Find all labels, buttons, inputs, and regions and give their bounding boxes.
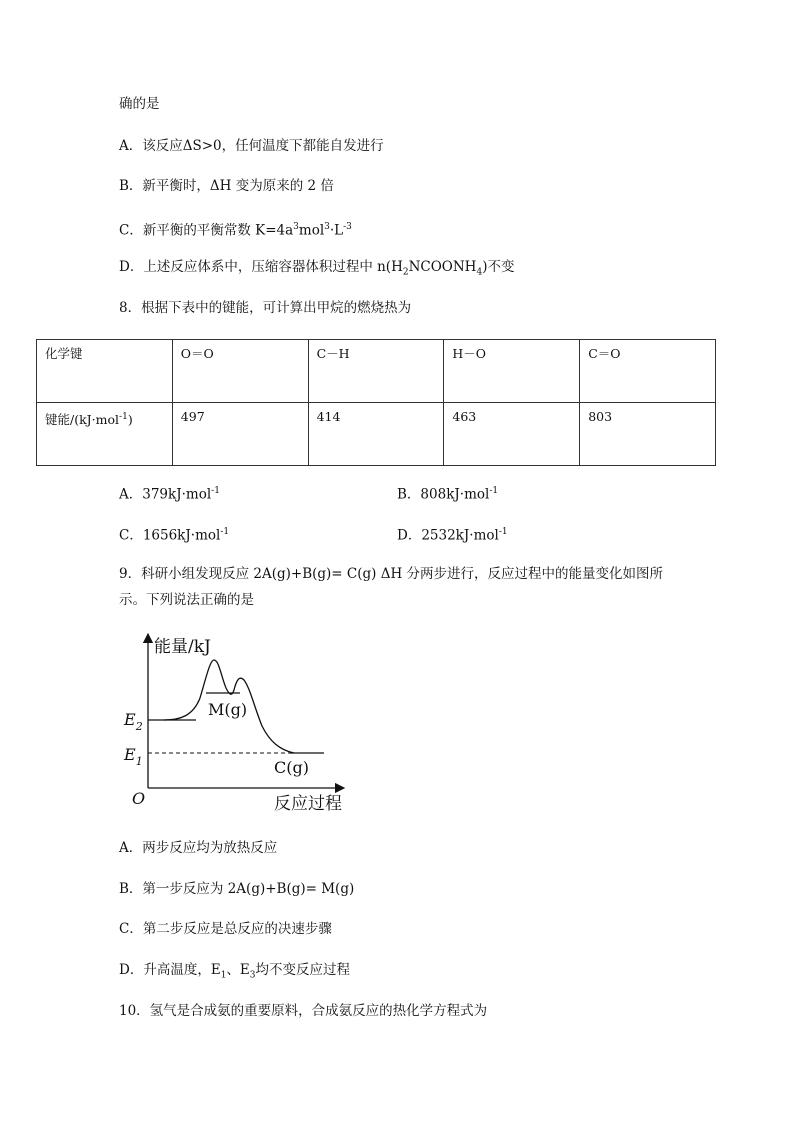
- e2-label: $E_2$: [124, 710, 143, 733]
- energy-diagram: [118, 628, 378, 823]
- table-cell: C＝O: [580, 340, 716, 403]
- x-axis-label: 反应过程: [274, 794, 342, 814]
- q9-stem-line1: 9．科研小组发现反应 2A(g)+B(g)= C(g) ΔH 分两步进行，反应过程中的能量变化如图所: [119, 566, 664, 582]
- table-cell: C－H: [308, 340, 444, 403]
- table-cell: H－O: [444, 340, 580, 403]
- y-axis-label: 能量/kJ: [154, 637, 211, 657]
- bond-energy-table: [36, 339, 716, 466]
- q9-stem-line2: 示。下列说法正确的是: [119, 592, 254, 608]
- table-cell: 化学键: [37, 340, 173, 403]
- q7-option-b: B．新平衡时，ΔH 变为原来的 2 倍: [119, 178, 334, 194]
- q8-option-a: A．379kJ·mol$^{-1}$: [119, 486, 220, 503]
- c-label: C(g): [274, 758, 309, 777]
- q8-option-c: C．1656kJ·mol$^{-1}$: [119, 527, 230, 544]
- table-header-row: [37, 340, 716, 403]
- table-cell: 463: [444, 403, 580, 466]
- e1-label: $E_1$: [124, 745, 143, 768]
- table-cell: 803: [580, 403, 716, 466]
- q7-option-a: A．该反应ΔS>0，任何温度下都能自发进行: [119, 138, 384, 154]
- q9-option-a: A．两步反应均为放热反应: [119, 840, 278, 856]
- q8-stem: 8．根据下表中的键能，可计算出甲烷的燃烧热为: [119, 300, 412, 316]
- table-cell: 414: [308, 403, 444, 466]
- q7-option-c: C．新平衡的平衡常数 $K=4a^3mol^3\cdot L^{-3}$: [119, 222, 352, 239]
- q9-option-d: D．升高温度，$E_1$、$E_3$均不变反应过程: [119, 962, 351, 981]
- origin-label: O: [132, 789, 146, 808]
- table-cell: O＝O: [172, 340, 308, 403]
- q9-option-b: B．第一步反应为 2A(g)+B(g)= M(g): [119, 881, 355, 897]
- q8-option-d: D．2532kJ·mol$^{-1}$: [397, 527, 508, 544]
- q7-option-d: D．上述反应体系中，压缩容器体积过程中 $n(H_2NCOONH_4)$不变: [119, 259, 515, 278]
- table-row: [37, 403, 716, 466]
- q8-option-b: B．808kJ·mol$^{-1}$: [397, 486, 499, 503]
- m-label: M(g): [208, 700, 248, 719]
- table-cell: 497: [172, 403, 308, 466]
- q9-option-c: C．第二步反应是总反应的决速步骤: [119, 921, 332, 937]
- q7-stem-tail: 确的是: [119, 96, 160, 112]
- table-cell: 键能/(kJ·mol$^{-1}$): [37, 403, 173, 466]
- q10-stem: 10．氢气是合成氨的重要原料，合成氨反应的热化学方程式为: [119, 1003, 488, 1019]
